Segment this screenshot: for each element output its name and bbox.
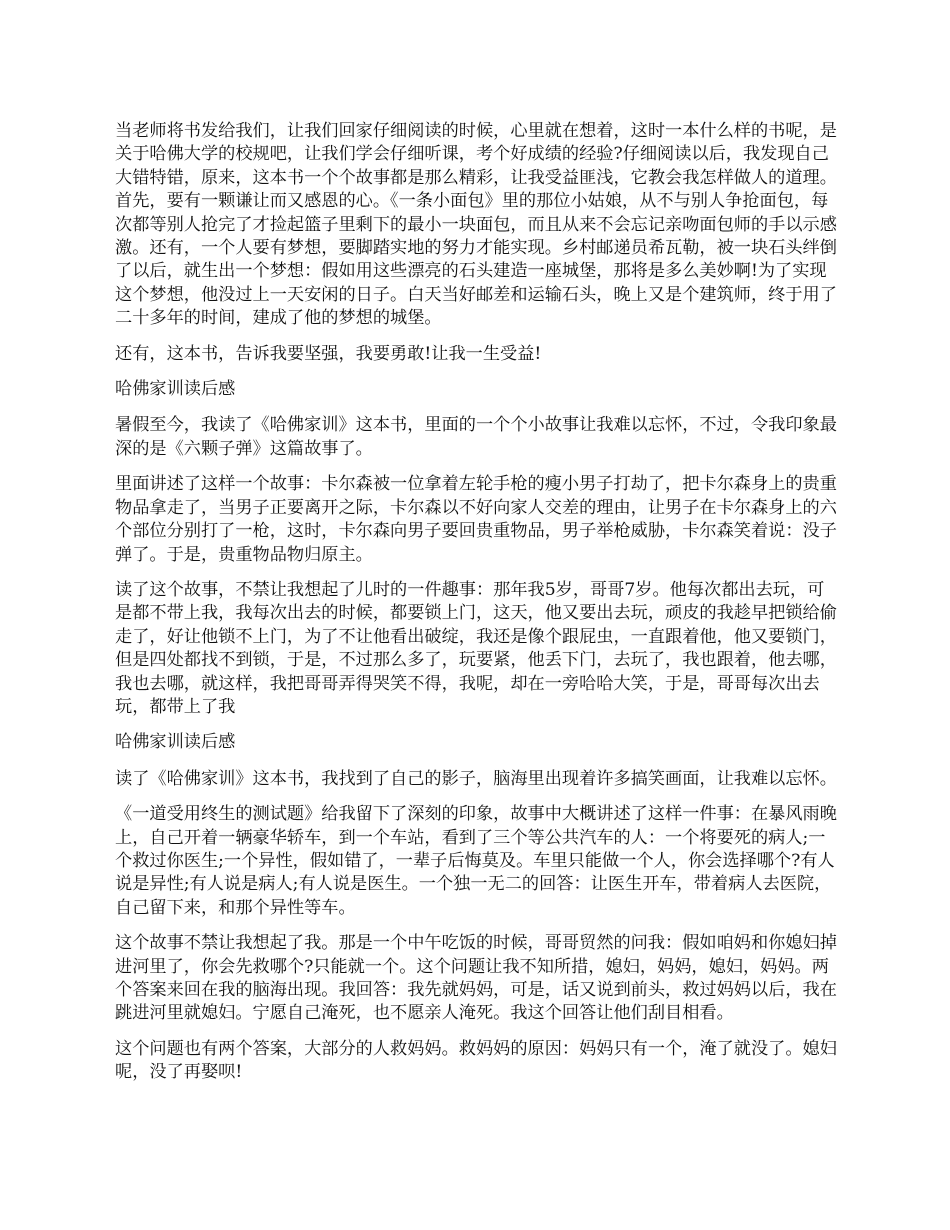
paragraph-summer: 暑假至今，我读了《哈佛家训》这本书，里面的一个个小故事让我难以忘怀，不过，令我印象最深的是《六颗子弹》这篇故事了。 [115, 415, 837, 459]
paragraph-lesson: 还有，这本书，告诉我要坚强，我要勇敢!让我一生受益! [115, 343, 542, 364]
paragraph-intro: 当老师将书发给我们，让我们回家仔细阅读的时候，心里就在想着，这时一本什么样的书呢，是关于哈佛大学的校规吧，让我们学会仔细听课，考个好成绩的经验?仔细阅读以后，我发现自己大错特错，原来，这本书一个个故事都是那么精彩，让我受益匪浅，它教会我怎样做人的道理。首先，要有一颗谦让而又感恩的心。《一条小面包》里的那位小姑娘，从不与别人争抢面包，每次都等别人抢完了才捡起篮子里剩下的最小一块面包，而且从来不会忘记亲吻面包师的手以示感激。还有，一个人要有梦想，要脚踏实地的努力才能实现。乡村邮递员希瓦勒，被一块石头绊倒了以后，就生出一个梦想：假如用这些漂亮的石头建造一座城堡，那将是多么美妙啊!为了实现这个梦想，他没过上一天安闲的日子。白天当好邮差和运输石头，晚上又是个建筑师，终于用了二十多年的时间，建成了他的梦想的城堡。 [115, 121, 837, 329]
paragraph-memory: 读了这个故事，不禁让我想起了儿时的一件趣事：那年我5岁，哥哥7岁。他每次都出去玩，可是都不带上我，我每次出去的时候，都要锁上门，这天，他又要出去玩，顽皮的我趁早把锁给偷走了，好让他锁不上门，为了不让他看出破绽，我还是像个跟屁虫，一直跟着他，他又要锁门，但是四处都找不到锁，于是，不过那么多了，玩要紧，他丢下门，去玩了，我也跟着，他去哪，我也去哪，就这样，我把哥哥弄得哭笑不得，我呢，却在一旁哈哈大笑，于是，哥哥每次出去玩，都带上了我 [115, 579, 837, 717]
paragraph-answers: 这个问题也有两个答案，大部分的人救妈妈。救妈妈的原因：妈妈只有一个，淹了就没了。媳妇呢，没了再娶呗! [115, 1038, 837, 1083]
section-heading: 哈佛家训读后感 [115, 379, 236, 400]
paragraph-reflection: 读了《哈佛家训》这本书，我找到了自己的影子，脑海里出现着许多搞笑画面，让我难以忘怀。 [115, 768, 837, 789]
paragraph-test-question: 《一道受用终生的测试题》给我留下了深刻的印象，故事中大概讲述了这样一件事：在暴风雨晚上，自己开着一辆豪华轿车，到一个车站，看到了三个等公共汽车的人：一个将要死的病人;一个救过你医生;一个异性，假如错了，一辈子后悔莫及。车里只能做一个人，你会选择哪个?有人说是异性;有人说是病人;有人说是医生。一个独一无二的回答：让医生开车，带着病人去医院，自己留下来，和那个异性等车。 [115, 804, 837, 918]
document-page [115, 120, 840, 1097]
paragraph-brother-question: 这个故事不禁让我想起了我。那是一个中午吃饭的时候，哥哥贸然的问我：假如咱妈和你媳妇掉进河里了，你会先救哪个?只能就一个。这个问题让我不知所措，媳妇，妈妈，媳妇，妈妈。两个答案来回在我的脑海出现。我回答：我先就妈妈，可是，话又说到前头，救过妈妈以后，我在跳进河里就媳妇。宁愿自己淹死，也不愿亲人淹死。我这个回答让他们刮目相看。 [115, 933, 837, 1024]
section-heading: 哈佛家训读后感 [115, 732, 236, 753]
paragraph-story: 里面讲述了这样一个故事：卡尔森被一位拿着左轮手枪的瘦小男子打劫了，把卡尔森身上的贵重物品拿走了，当男子正要离开之际，卡尔森以不好向家人交差的理由，让男子在卡尔森身上的六个部位分别打了一枪，这时，卡尔森向男子要回贵重物品，男子举枪威胁，卡尔森笑着说：没子弹了。于是，贵重物品物归原主。 [115, 474, 837, 565]
